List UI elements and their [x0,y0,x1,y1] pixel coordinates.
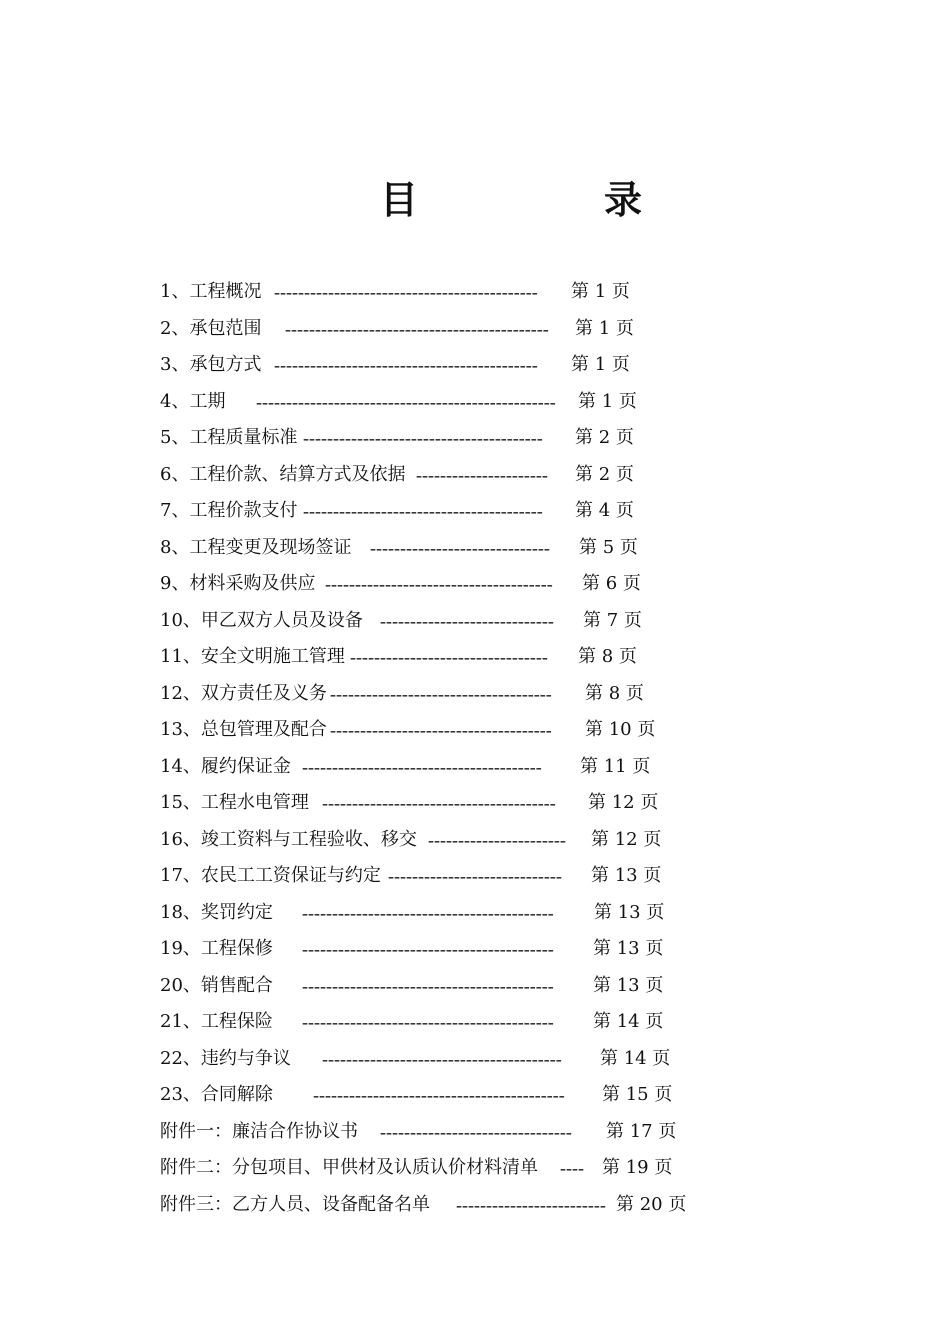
toc-entry-page: 第 11 页 [580,755,651,777]
toc-entry-label: 2、承包范围 [160,317,262,339]
toc-entry-label: 15、工程水电管理 [160,792,309,813]
toc-entry-label: 23、合同解除 [160,1084,273,1105]
toc-entry[interactable] [160,678,800,715]
toc-entry-page: 第 14 页 [600,1047,671,1069]
toc-entry-page: 第 12 页 [591,828,662,850]
toc-leader-dashes: --------------------------------------- [322,793,556,813]
toc-leader-dashes: -------------------------------------------- [274,355,538,375]
toc-entry-page: 第 2 页 [575,463,634,485]
toc-entry[interactable] [160,276,800,313]
toc-entry-label: 22、违约与争议 [160,1047,291,1069]
toc-entry-page: 第 4 页 [575,500,634,521]
toc-entry-label: 7、工程价款支付 [160,500,298,521]
toc-entry[interactable] [160,495,800,532]
toc-leader-dashes: ------------------------------------------ [302,902,554,923]
toc-leader-dashes: --------------------------------- [350,647,548,667]
toc-leader-dashes: -------------------------------------- [325,574,553,594]
toc-entry[interactable] [160,1006,800,1043]
toc-entry-page: 第 1 页 [571,354,630,375]
toc-entry-label: 4、工期 [160,390,226,412]
toc-entry-page: 第 20 页 [616,1193,687,1215]
toc-entry-label: 11、安全文明施工管理 [160,646,345,667]
toc-entry-page: 第 13 页 [593,974,664,996]
toc-entry-label: 1、工程概况 [160,281,262,302]
toc-entry-page: 第 19 页 [602,1157,673,1178]
toc-entry-label: 10、甲乙双方人员及设备 [160,609,363,631]
page-title [0,178,950,228]
toc-entry[interactable] [160,970,800,1007]
toc-entry-label: 17、农民工工资保证与约定 [160,865,381,886]
toc-entry[interactable] [160,459,800,496]
toc-leader-dashes: ---------------------------------------- [303,501,543,521]
toc-entry-page: 第 5 页 [579,536,638,558]
toc-entry-page: 第 8 页 [578,646,637,667]
toc-entry[interactable] [160,605,800,642]
toc-entry[interactable] [160,751,800,788]
toc-leader-dashes: ------------------------------------- [330,720,552,740]
toc-entry-page: 第 1 页 [575,317,634,339]
toc-entry[interactable] [160,568,800,605]
toc-entry-page: 第 7 页 [583,609,642,631]
toc-entry[interactable] [160,787,800,824]
toc-leader-dashes: ------------------------------------------ [302,939,554,959]
toc-entry[interactable] [160,897,800,934]
toc-entry-page: 第 13 页 [593,938,664,959]
toc-entry[interactable] [160,1079,800,1116]
toc-entry[interactable] [160,824,800,861]
toc-entry-label: 13、总包管理及配合 [160,719,327,740]
toc-entry-page: 第 8 页 [585,682,644,704]
toc-entry[interactable] [160,1152,800,1189]
toc-entry-label: 附件三：乙方人员、设备配备名单 [160,1193,430,1215]
toc-entry-page: 第 13 页 [594,901,665,923]
toc-leader-dashes: -------------------------------------------- [285,318,549,339]
toc-entry-page: 第 1 页 [571,281,630,302]
toc-entry-label: 附件一：廉洁合作协议书 [160,1120,358,1142]
toc-entry-page: 第 15 页 [602,1084,673,1105]
toc-entry[interactable] [160,349,800,386]
toc-leader-dashes: ------------------------------ [370,537,550,558]
toc-leader-dashes: -------------------------------------------------- [256,391,556,412]
toc-leader-dashes: ---------------------------------------- [322,1048,562,1069]
toc-leader-dashes: ---------------------------------------- [303,428,543,448]
toc-leader-dashes: ------------------------------------------ [302,1012,554,1032]
toc-entry-page: 第 1 页 [578,390,637,412]
toc-entry[interactable] [160,714,800,751]
toc-entry-page: 第 6 页 [582,573,641,594]
toc-entry-label: 18、奖罚约定 [160,901,273,923]
toc-leader-dashes: ----------------------------- [380,610,554,631]
toc-leader-dashes: -------------------------------- [380,1121,572,1142]
toc-leader-dashes: ------------------------------------------ [313,1085,565,1105]
title-char-2: 录 [604,177,643,222]
toc-entry-label: 19、工程保修 [160,938,273,959]
toc-entry[interactable] [160,641,800,678]
table-of-contents [160,276,800,1225]
toc-entry-label: 8、工程变更及现场签证 [160,536,352,558]
toc-leader-dashes: ------------------------------------------ [302,975,554,996]
toc-entry[interactable] [160,933,800,970]
toc-entry-label: 14、履约保证金 [160,755,291,777]
toc-entry-page: 第 12 页 [588,792,659,813]
toc-entry-label: 附件二：分包项目、甲供材及认质认价材料清单 [160,1157,538,1178]
toc-entry-label: 5、工程质量标准 [160,427,298,448]
toc-leader-dashes: ---- [560,1158,584,1178]
toc-entry-label: 20、销售配合 [160,974,273,996]
toc-entry-page: 第 2 页 [575,427,634,448]
toc-entry-label: 16、竣工资料与工程验收、移交 [160,828,417,850]
toc-entry[interactable] [160,1189,800,1226]
toc-leader-dashes: ------------------------- [456,1194,606,1215]
title-char-1: 目 [380,177,419,222]
toc-leader-dashes: ----------------------------- [388,866,562,886]
toc-leader-dashes: -------------------------------------------- [274,282,538,302]
toc-entry-page: 第 10 页 [585,719,656,740]
toc-entry-page: 第 17 页 [606,1120,677,1142]
toc-entry[interactable] [160,532,800,569]
toc-entry-label: 3、承包方式 [160,354,262,375]
toc-leader-dashes: ---------------------- [416,464,548,485]
toc-leader-dashes: ---------------------------------------- [302,756,542,777]
toc-entry-label: 9、材料采购及供应 [160,573,316,594]
toc-leader-dashes: ------------------------------------- [330,683,552,704]
toc-entry[interactable] [160,860,800,897]
toc-entry-page: 第 14 页 [593,1011,664,1032]
toc-entry-page: 第 13 页 [591,865,662,886]
toc-entry-label: 6、工程价款、结算方式及依据 [160,463,406,485]
toc-entry-label: 12、双方责任及义务 [160,682,327,704]
toc-entry[interactable] [160,386,800,423]
toc-entry[interactable] [160,422,800,459]
toc-entry[interactable] [160,313,800,350]
toc-entry[interactable] [160,1116,800,1153]
toc-entry[interactable] [160,1043,800,1080]
toc-leader-dashes: ----------------------- [428,829,566,850]
toc-entry-label: 21、工程保险 [160,1011,273,1032]
